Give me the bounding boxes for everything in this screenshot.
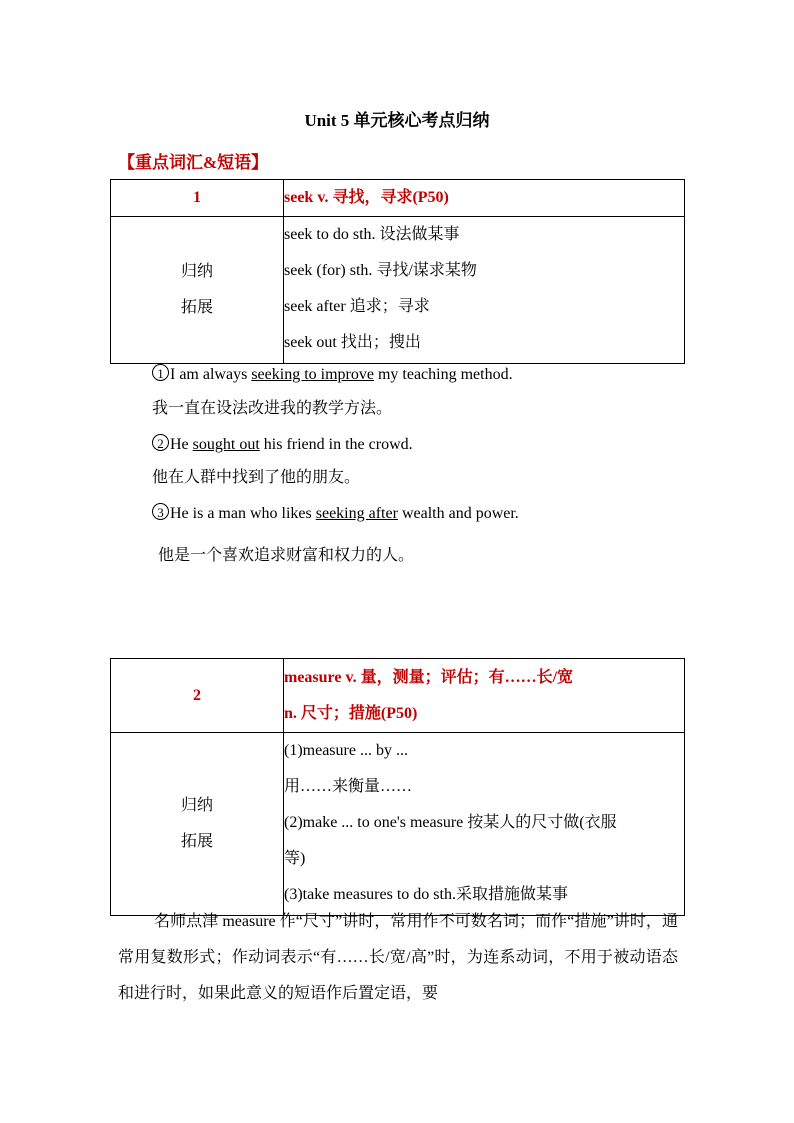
example-translation: 我一直在设法改进我的教学方法。 [152,400,393,417]
teacher-note: 名师点津 measure 作“尺寸”讲时，常用作不可数名词；而作“措施”讲时，通常用复数形式；作动词表示“有……长/宽/高”时，为连系动词，不用于被动语态和进行时，如果此意义的短语作后置定语，要 [118,913,678,1002]
expansion-cell [284,733,685,916]
summary-label-line1: 归纳 [180,797,213,814]
circled-number: 3 [152,503,169,520]
circled-number: 2 [152,434,169,451]
example-translation: 他在人群中找到了他的朋友。 [152,469,361,486]
expansion-item: seek after 追求；寻求 [284,298,430,315]
vocab-entry-table-1 [110,179,685,364]
expansion-item: (1)measure ... by ... [284,742,408,759]
circled-number: 1 [152,364,169,381]
summary-label-line1: 归纳 [180,263,213,280]
expansion-cell [284,217,685,364]
headword: measure v. 量，测量；评估；有……长/宽 [284,668,574,686]
example-sentence: 1 I am always seeking to improve my teaching method. [152,364,513,385]
expansion-item: 等) [284,850,306,867]
example-sentence: 2 He sought out his friend in the crowd. [152,434,413,455]
expansion-item: 用……来衡量…… [284,778,413,795]
headword: n. 尺寸；措施(P50) [284,704,418,722]
entry-number: 2 [111,659,284,733]
expansion-item: seek (for) sth. 寻找/谋求某物 [284,262,477,279]
summary-label-cell [111,217,284,364]
section-heading: 【重点词汇&短语】 [118,153,269,172]
entry-number: 1 [111,180,284,217]
underlined-phrase: seeking to improve [251,366,374,383]
underlined-phrase: sought out [192,436,260,453]
summary-label-line2: 拓展 [180,833,213,850]
expansion-item: seek out 找出；搜出 [284,334,421,351]
example-sentence: 3 He is a man who likes seeking after wealth and power. [152,503,519,524]
expansion-item: (2)make ... to one's measure 按某人的尺寸做(衣服 [284,814,617,831]
vocab-entry-table-2 [110,658,685,916]
example-translation: 他是一个喜欢追求财富和权力的人。 [158,547,415,564]
expansion-item: (3)take measures to do sth.采取措施做某事 [284,886,568,903]
summary-label-cell [111,733,284,916]
summary-label-line2: 拓展 [180,299,213,316]
expansion-item: seek to do sth. 设法做某事 [284,226,460,243]
page-title: Unit 5 单元核心考点归纳 [304,111,490,130]
underlined-phrase: seeking after [315,505,398,522]
headword: seek v. 寻找，寻求(P50) [284,189,449,206]
